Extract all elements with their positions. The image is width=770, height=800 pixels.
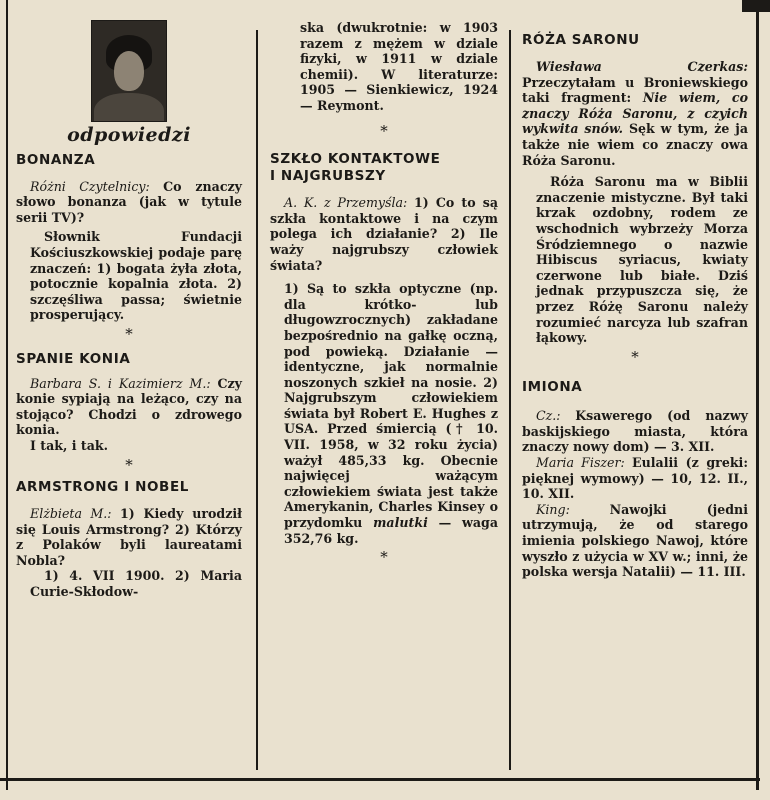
column-rule-left (6, 0, 8, 790)
column-rule-right (756, 0, 759, 790)
answer-armstrong: 1) 4. VII 1900. 2) Maria Curie-Skłodow- (30, 568, 242, 600)
top-right-bar (742, 0, 770, 12)
separator-star: * (631, 347, 639, 366)
separator-star: * (380, 121, 388, 140)
question-text: Co znaczy słowo bonanza (jak w tytule serii TV)? (16, 178, 242, 225)
answer-italic: malutki (373, 515, 428, 531)
masthead: odpowiedzi (67, 124, 191, 146)
answer-roza-saronu: Róża Saronu ma w Biblii znaczenie mistyczne. Był taki krzak ozdobny, rodem ze wschodnich wybrzeży Morza Śródziemnego o nazwie Hibiscus syriacus, kwiaty czerwone lub białe. Dziś jednak przypuszcza się, że przez Różę Saronu należy rozumieć narcyza lub szafran łąkowy. (536, 174, 748, 346)
heading-bonanza: BONANZA (16, 151, 96, 168)
answer-szklo (270, 281, 498, 546)
asker: Różni Czytelnicy: (30, 178, 150, 194)
asker: Barbara S. i Kazimierz M.: (30, 375, 211, 391)
separator-star: * (380, 548, 388, 567)
question-armstrong (16, 506, 242, 568)
heading-roza-saronu: RÓŻA SARONU (522, 32, 640, 48)
asker: Elżbieta M.: (30, 506, 112, 522)
answer-spanie-konia: I tak, i tak. (30, 437, 109, 453)
entry-text: Nawojki (jedni utrzymują, że od starego imienia polskiego Nawoj, które wyszło z użycia w XV w.; inni, że polska wersja Natalii) — 11. III. (522, 501, 748, 580)
question-text: Czy konie sypiają na leżąco, czy na stojąco? Chodzi o zdrowego konia. (16, 375, 242, 438)
asker: King: (536, 501, 570, 517)
entry-imiona-1 (522, 408, 748, 455)
asker: A. K. z Przemyśla: (284, 195, 408, 211)
heading-armstrong: ARMSTRONG I NOBEL (16, 479, 189, 496)
column-2 (270, 20, 498, 570)
entry-text: Ksawerego (od nazwy baskijskiego miasta, która znaczy nowy dom) — 3. XII. (522, 408, 748, 455)
question-text: 1) Kiedy urodził się Louis Armstrong? 2) Którzy z Polaków byli laureatami Nobla? (16, 506, 242, 568)
asker: Maria Fiszer: (536, 455, 625, 471)
column-rule-2 (509, 30, 511, 770)
question-text-end: Sęk w tym, że ja także nie wiem co znaczy owa Róża Saronu. (522, 121, 748, 168)
heading-imiona: IMIONA (522, 379, 583, 396)
answer-text-end: — waga 352,76 kg. (284, 515, 498, 546)
bottom-rule (0, 778, 760, 781)
question-text: 1) Co to są szkła kontaktowe i na czym polega ich działanie? 2) Ile waży najgrubszy człowiek świata? (270, 195, 498, 273)
author-photo (91, 20, 167, 122)
separator-star: * (125, 455, 133, 474)
continuation-text: ska (dwukrotnie: w 1903 razem z mężem w dziale fizyki, w 1911 w dziale chemii). W literaturze: 1905 — Sienkiewicz, 1924 — Reymont. (300, 20, 498, 113)
question-spanie-konia (16, 376, 242, 438)
column-rule-1 (256, 30, 258, 770)
heading-spanie-konia: SPANIE KONIA (16, 350, 131, 367)
heading-szklo-line1: SZKŁO KONTAKTOWE (270, 151, 441, 168)
asker: Wiesława Czerkas: (536, 59, 748, 74)
answer-text: 1) Są to szkła optyczne (np. dla krótko- lub długowzrocznych) zakładane bezpośrednio na gałkę oczną, pod powieką. Działanie — identyczne, jak normalnie noszonych szkieł na nosie. 2) Najgrubszym człowiekiem świata był Robert E. Hughes z USA. Przed śmiercią († 10. VII. 1958, w 32 roku życia) ważył 485,33 kg. Obecnie najwięcej ważącym człowiekiem świata jest także Amerykanin, Charles Kinsey o przydomku (284, 281, 498, 531)
question-text: Przeczytałam u Broniewskiego taki fragment: (522, 74, 748, 106)
entry-imiona-3 (522, 502, 748, 580)
separator-star: * (125, 324, 133, 343)
entry-imiona-2 (522, 455, 748, 502)
asker: Cz.: (536, 408, 561, 424)
question-bonanza (16, 179, 242, 226)
question-szklo (270, 195, 498, 273)
question-quote: Nie wiem, co znaczy Róża Saronu, z czyich wykwita snów. (522, 90, 748, 137)
answer-bonanza: Słownik Fundacji Kościuszkowskiej podaje parę znaczeń: 1) bogata żyła złota, potocznie kopalnia złota. 2) szczęśliwa passa; świetnie prosperujący. (30, 229, 242, 323)
entry-text: Eulalii (z greki: pięknej wymowy) — 10, 12. II., 10. XII. (522, 455, 748, 502)
heading-szklo-line2: I NAJGRUBSZY (270, 168, 386, 185)
question-roza-saronu (522, 59, 748, 168)
column-1 (16, 10, 242, 600)
column-3 (522, 32, 748, 580)
